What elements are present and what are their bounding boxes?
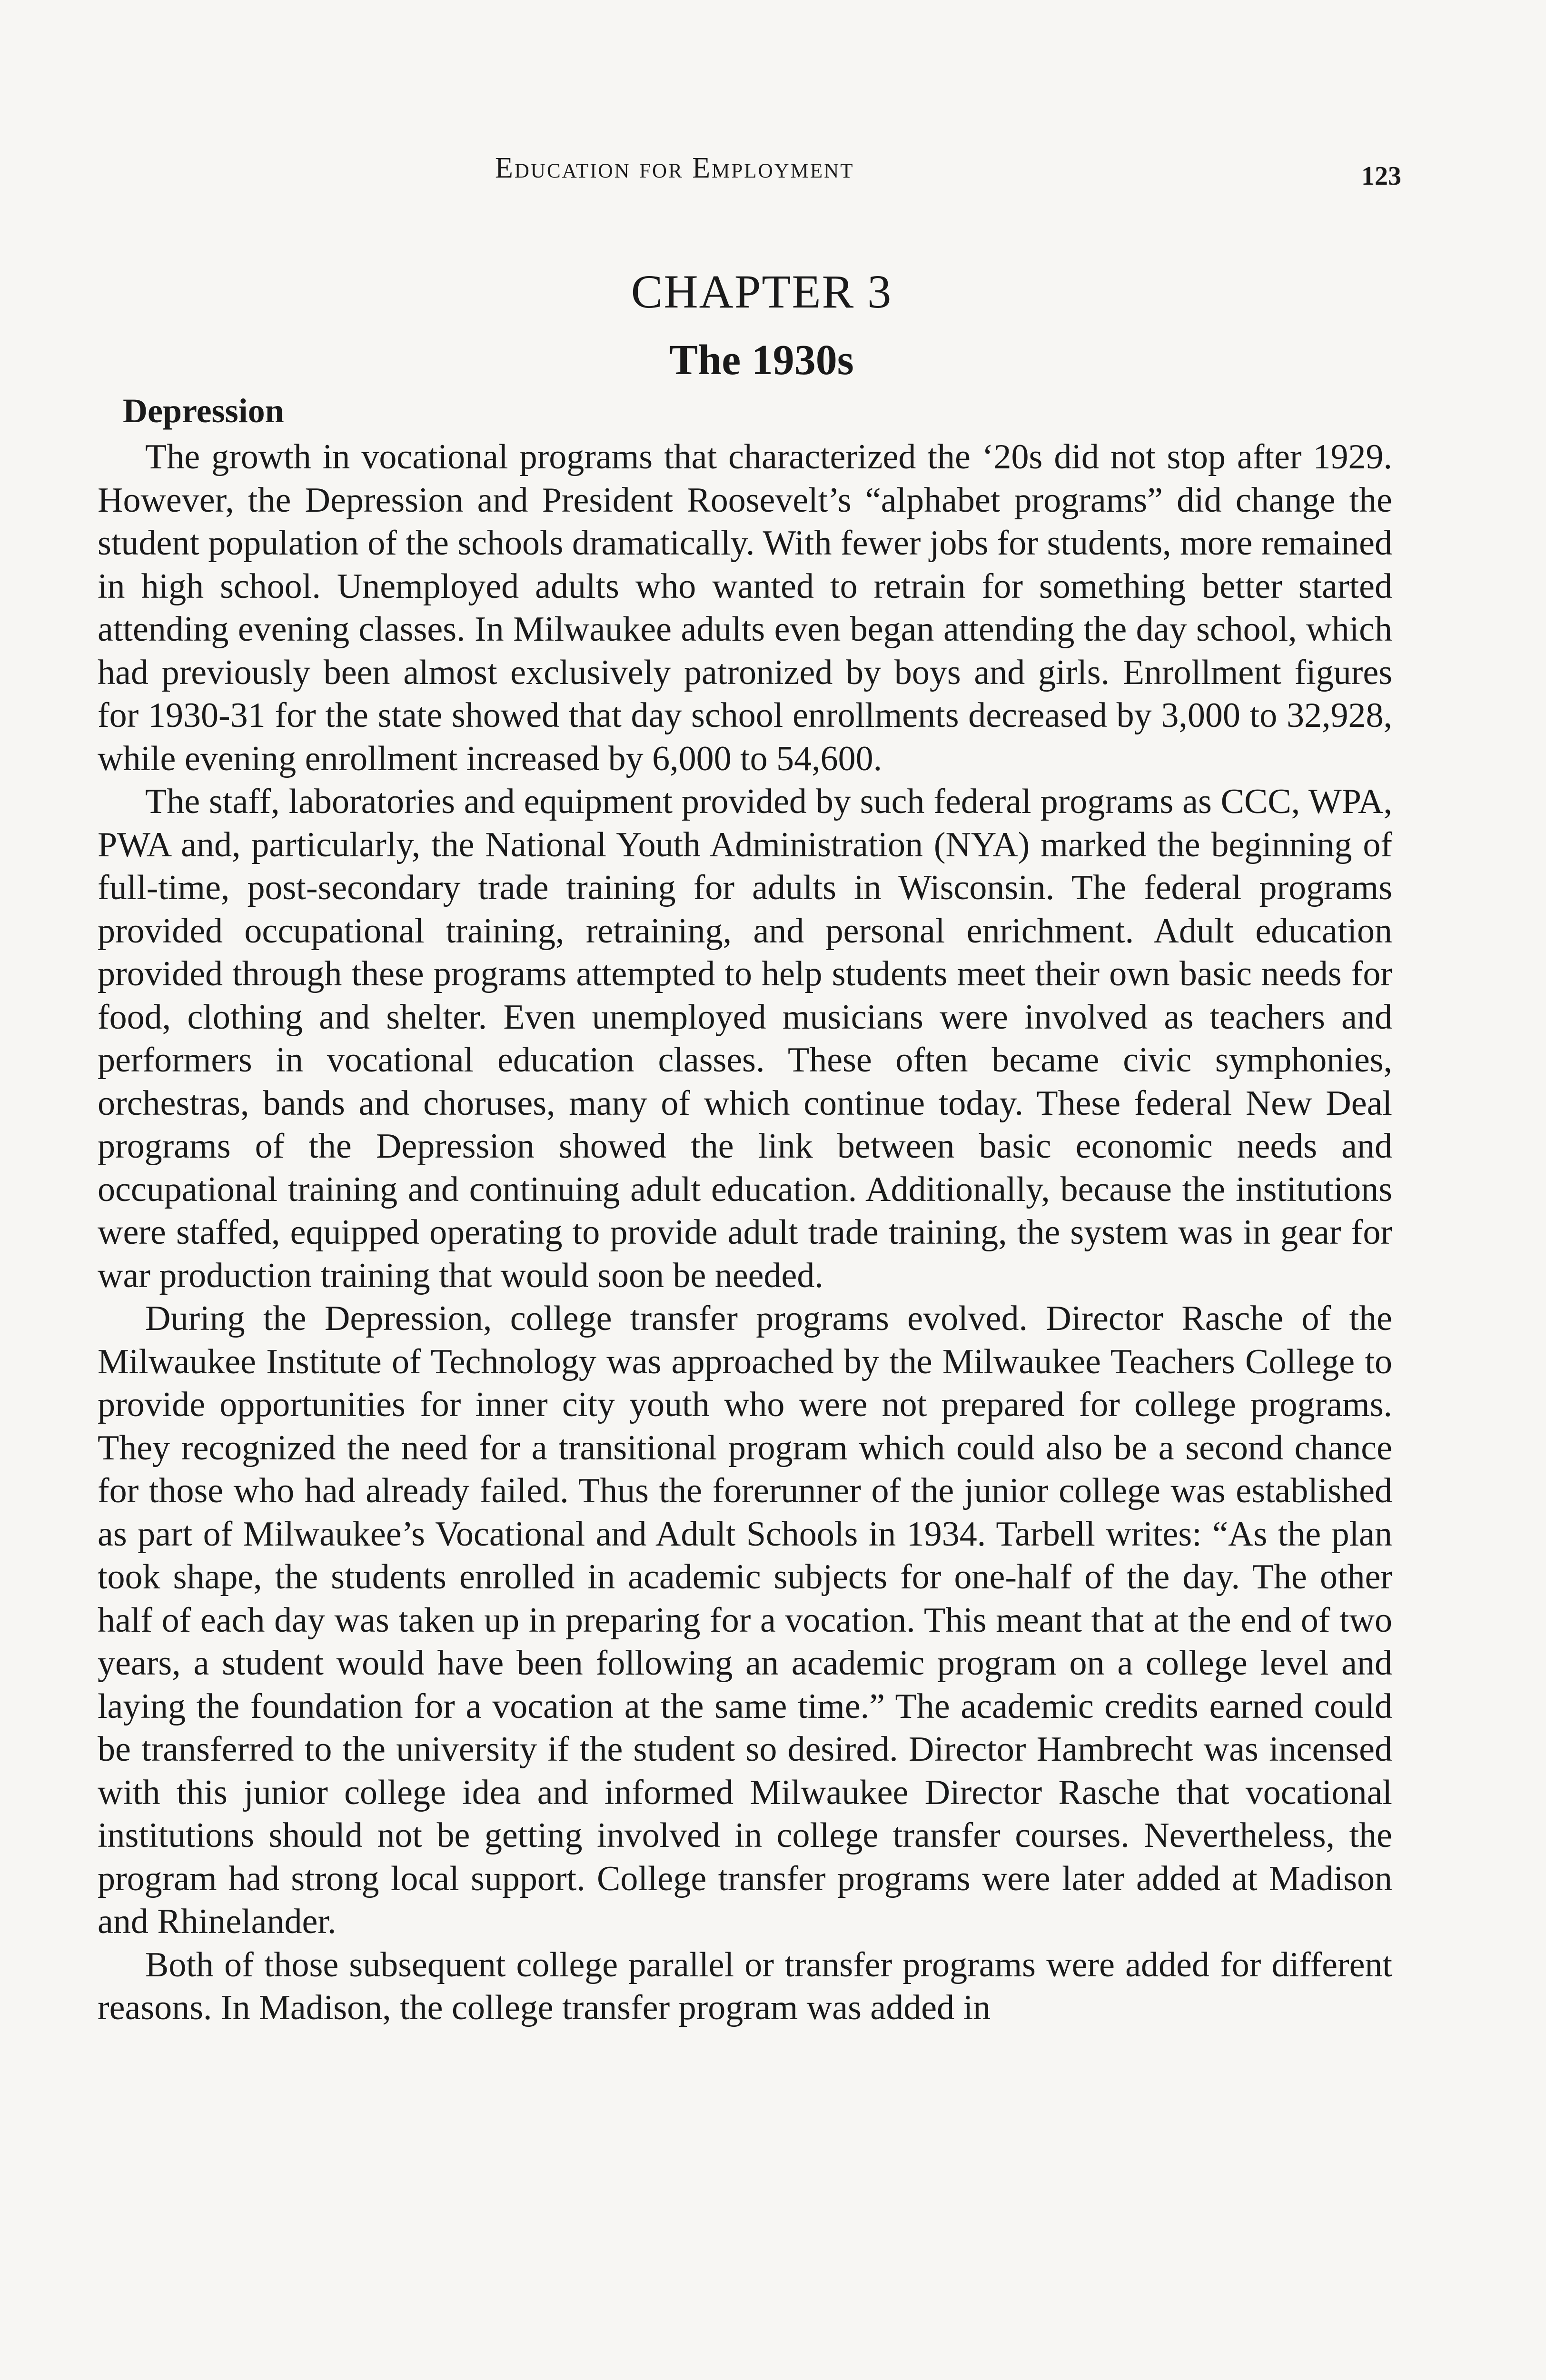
body-text [98, 436, 1392, 2030]
paragraph: Both of those subsequent college parallel or transfer programs were added for different reasons. In Madison, the college transfer program was added in [98, 1945, 1392, 2027]
chapter-title: The 1930s [669, 337, 854, 384]
section-heading: Depression [123, 392, 284, 430]
paragraph: During the Depression, college transfer programs evolved. Director Rasche of the Milwaukee Institute of Technology was approached by the Milwaukee Teachers College to provide opportunities for inner city youth who were not prepared for college programs. They recognized the need for a transitional program which could also be a second chance for those who had already failed. Thus the forerunner of the junior college was established as part of Milwaukee’s Vocational and Adult Schools in 1934. Tarbell writes: “As the plan took shape, the students enrolled in academic subjects for one-half of the day. The other half of each day was taken up in preparing for a vocation. This meant that at the end of two years, a student would have been following an academic program on a college level and laying the foundation for a vocation at the same time.” The academic credits earned could be transferred to the university if the student so desired. Director Hambrecht was incensed with this junior college idea and informed Milwaukee Director Rasche that vocational institutions should not be getting involved in college transfer courses. Nevertheless, the program had strong local support. College transfer programs were later added at Madison and Rhinelander. [98, 1299, 1392, 1941]
paragraph: The staff, laboratories and equipment provided by such federal programs as CCC, WPA, PWA and, particularly, the National Youth Administration (NYA) marked the beginning of full-time, post-secondary trade training for adults in Wisconsin. The federal programs provided occupational training, retraining, and personal enrichment. Adult education provided through these programs attempted to help students meet their own basic needs for food, clothing and shelter. Even unemployed musicians were involved as teachers and performers in vocational education classes. These often became civic symphonies, orchestras, bands and choruses, many of which continue today. These federal New Deal programs of the Depression showed the link between basic economic needs and occupational training and continuing adult education. Additionally, because the institutions were staffed, equipped operating to provide adult trade training, the system was in gear for war production training that would soon be needed. [98, 782, 1392, 1295]
paragraph: The growth in vocational programs that characterized the ‘20s did not stop after 1929. However, the Depression and President Roosevelt’s “alphabet programs” did change the student population of the schools dramatically. With fewer jobs for students, more remained in high school. Unemployed adults who wanted to retrain for something better started attending evening classes. In Milwaukee adults even began attending the day school, which had previously been almost exclusively patronized by boys and girls. Enrollment figures for 1930-31 for the state showed that day school enrollments decreased by 3,000 to 32,928, while evening enrollment increased by 6,000 to 54,600. [98, 437, 1392, 778]
running-head: Education for Employment [495, 152, 854, 184]
page-number: 123 [1361, 161, 1401, 191]
chapter-label: CHAPTER 3 [631, 265, 892, 318]
